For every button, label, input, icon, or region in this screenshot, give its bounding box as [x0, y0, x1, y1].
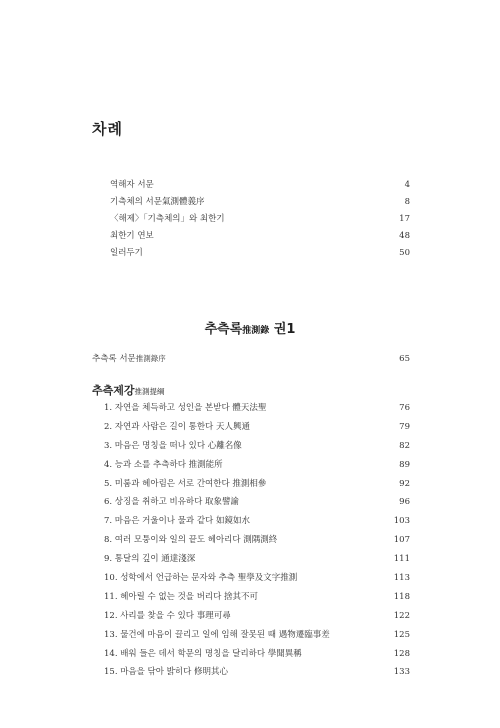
- toc-entry[interactable]: [104, 516, 410, 535]
- toc-entry-page: 113: [393, 573, 410, 584]
- toc-row[interactable]: [110, 197, 410, 214]
- toc-entry-title: 9. 통달의 깊이 通達淺深: [104, 554, 196, 565]
- toc-row-title: 역해자 서문: [110, 180, 154, 190]
- toc-entry[interactable]: [104, 554, 410, 573]
- toc-entry-page: 122: [393, 610, 410, 621]
- section-heading-hanja: 推測提綱: [134, 387, 165, 396]
- toc-entry-page: 82: [399, 440, 410, 451]
- toc-entry[interactable]: [104, 649, 410, 668]
- toc-entry-page: 118: [393, 591, 410, 602]
- toc-entry-title: 12. 사리를 찾을 수 있다 事理可尋: [104, 610, 231, 621]
- toc-entry-page: 103: [393, 516, 410, 527]
- toc-entry-title: 11. 헤아릴 수 없는 것을 버리다 捨其不可: [104, 591, 259, 602]
- toc-row-page: 4: [404, 180, 410, 190]
- toc-entry-page: 128: [393, 648, 410, 659]
- toc-entry-page: 76: [399, 403, 410, 413]
- toc-entry-title: 2. 자연과 사람은 길이 통한다 天人興通: [104, 421, 250, 432]
- toc-entry[interactable]: [104, 422, 410, 441]
- toc-row-page: 48: [399, 231, 410, 241]
- preface-title: [92, 353, 166, 365]
- volume-title-hanja: 推測錄: [242, 326, 270, 336]
- toc-row[interactable]: [110, 180, 410, 197]
- toc-entry-page: 107: [393, 535, 410, 546]
- toc-entry[interactable]: [104, 460, 410, 479]
- toc-entry[interactable]: [104, 611, 410, 630]
- toc-row[interactable]: [110, 231, 410, 248]
- toc-row-page: 50: [399, 248, 410, 258]
- toc-entry-page: 111: [393, 554, 410, 565]
- toc-entry[interactable]: [104, 403, 410, 422]
- toc-row-title: 최한기 연보: [110, 231, 154, 241]
- preface-page: 65: [399, 354, 410, 364]
- toc-entry-page: 96: [399, 497, 410, 508]
- toc-row[interactable]: [110, 248, 410, 265]
- section-heading: [92, 382, 165, 398]
- toc-entry-title: 5. 미룸과 헤아림은 서로 간여한다 推測相參: [104, 478, 267, 489]
- toc-row-title: 〈해제〉「기측체의」와 최한기: [110, 214, 225, 224]
- toc-row-page: 17: [399, 214, 410, 224]
- toc-entry-title: 15. 마음을 닦아 밝히다 修明其心: [104, 667, 229, 678]
- toc-entry[interactable]: [104, 592, 410, 611]
- toc-entry-title: 1. 자연을 체득하고 성인을 본받다 體天法聖: [104, 403, 267, 413]
- toc-entry[interactable]: [104, 667, 410, 686]
- volume-title: [0, 318, 500, 337]
- toc-entry-page: 89: [399, 459, 410, 470]
- toc-entry[interactable]: [104, 497, 410, 516]
- toc-row[interactable]: [110, 214, 410, 231]
- section-heading-text: 추측제강: [92, 384, 135, 397]
- toc-entry-title: 6. 상징을 취하고 비유하다 取象譬諭: [104, 497, 240, 508]
- toc-entry[interactable]: [104, 479, 410, 498]
- toc-entry[interactable]: [104, 441, 410, 460]
- preface-row[interactable]: [92, 353, 410, 370]
- toc-entry-title: 14. 배워 들은 데서 학문의 명칭을 달리하다 學聞異稱: [104, 648, 302, 659]
- toc-entry-title: 3. 마음은 명칭을 떠나 있다 心離名像: [104, 440, 242, 451]
- toc-entry-page: 133: [393, 667, 410, 678]
- toc-entry[interactable]: [104, 535, 410, 554]
- toc-entry-page: 79: [399, 421, 410, 432]
- front-matter-list: [110, 180, 410, 265]
- toc-row-page: 8: [404, 197, 410, 207]
- toc-row-title: 일러두기: [110, 248, 143, 258]
- toc-entry-title: 4. 능과 소를 추측하다 推測能所: [104, 459, 223, 470]
- toc-entry-title: 10. 성학에서 언급하는 문자와 추측 聖學及文字推測: [104, 573, 298, 584]
- toc-row-title: 기측체의 서문氣測體義序: [110, 197, 205, 207]
- volume-number: 권1: [273, 322, 296, 337]
- preface-title-text: 추측록 서문: [92, 354, 136, 364]
- toc-heading: 차례: [92, 120, 123, 138]
- toc-entry-title: 13. 물건에 마음이 끌리고 일에 임해 잘못된 때 遇物遷臨事差: [104, 629, 330, 640]
- toc-entry-title: 8. 여러 모퉁이와 일의 끝도 헤아리다 測隅測終: [104, 535, 278, 546]
- section-entries: [104, 403, 410, 686]
- toc-entry-title: 7. 마음은 거울이나 물과 같다 如鏡如水: [104, 516, 250, 527]
- toc-entry[interactable]: [104, 573, 410, 592]
- toc-entry-page: 92: [399, 478, 410, 489]
- toc-entry[interactable]: [104, 630, 410, 649]
- toc-entry-page: 125: [393, 629, 410, 640]
- preface-title-hanja: 推測錄序: [135, 354, 166, 363]
- volume-title-text: 추측록: [204, 322, 243, 337]
